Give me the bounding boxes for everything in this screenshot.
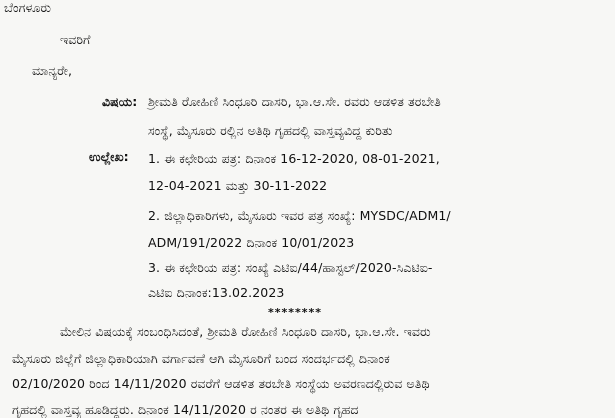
body-line-4: ಗೃಹದಲ್ಲಿ ವಾಸ್ತವ್ಯ ಹೂಡಿದ್ದರು. ದಿನಾಂಕ 14/11/2020 ರ ನಂತರ ಈ ಅತಿಥಿ ಗೃಹದ	[12, 402, 359, 417]
subject-line-2: ಸಂಸ್ಥೆ, ಮೈಸೂರು ರಲ್ಲಿನ ಅತಿಥಿ ಗೃಹದಲ್ಲಿ ವಾಸ್ತವ್ಯವಿದ್ದ ಕುರಿತು	[148, 123, 393, 138]
reference-2-line-1: 2. ಜಿಲ್ಲಾಧಿಕಾರಿಗಳು, ಮೈಸೂರು ಇವರ ಪತ್ರ ಸಂಖ್ಯೆ: MYSDC/ADM1/	[148, 208, 451, 223]
place-text: ಬೆಂಗಳೂರು	[4, 0, 52, 15]
reference-3-line-2: ಎಟಿಐ ದಿನಾಂಕ:13.02.2023	[148, 285, 285, 300]
subject-line-1: ಶ್ರೀಮತಿ ರೋಹಿಣಿ ಸಿಂಧೂರಿ ದಾಸರಿ, ಭಾ.ಆ.ಸೇ. ರವರು ಆಡಳಿತ ತರಬೇತಿ	[148, 94, 441, 109]
body-line-1: ಮೇಲಿನ ವಿಷಯಕ್ಕೆ ಸಂಬಂಧಿಸಿದಂತೆ, ಶ್ರೀಮತಿ ರೋಹಿಣಿ ಸಿಂಧೂರಿ ದಾಸರಿ, ಭಾ.ಆ.ಸೇ. ಇವರು	[60, 324, 431, 339]
reference-2-line-2: ADM/191/2022 ದಿನಾಂಕ 10/01/2023	[148, 235, 355, 250]
recipient-line: ಇವರಿಗೆ	[60, 32, 91, 47]
body-line-3: 02/10/2020 ರಿಂದ 14/11/2020 ರವರೆಗೆ ಆಡಳಿತ ತರಬೇತಿ ಸಂಸ್ಥೆಯ ಅವರಣದಲ್ಲಿರುವ ಅತಿಥಿ	[12, 376, 430, 391]
reference-1-line-2: 12-04-2021 ಮತ್ತು 30-11-2022	[148, 178, 328, 193]
subject-label: ವಿಷಯ:	[102, 94, 138, 109]
reference-label: ಉಲ್ಲೇಖ:	[89, 149, 129, 164]
salutation: ಮಾನ್ಯರೇ,	[32, 63, 73, 78]
reference-1-line-1: 1. ಈ ಕಛೇರಿಯ ಪತ್ರ: ದಿನಾಂಕ 16-12-2020, 08-01-2021,	[148, 151, 440, 166]
reference-3-line-1: 3. ಈ ಕಛೇರಿಯ ಪತ್ರ: ಸಂಖ್ಯೆ ಎಟಿಐ/44/ಹಾಸ್ಟಲ್/2020-ಸಿಎಟಿಐ-	[148, 260, 433, 275]
separator: ********	[268, 306, 323, 319]
body-line-2: ಮೈಸೂರು ಜಿಲ್ಲೆಗೆ ಜಿಲ್ಲಾಧಿಕಾರಿಯಾಗಿ ವರ್ಗಾವಣೆ ಆಗಿ ಮೈಸೂರಿಗೆ ಬಂದ ಸಂದರ್ಭದಲ್ಲಿ ದಿನಾಂಕ	[12, 351, 390, 366]
